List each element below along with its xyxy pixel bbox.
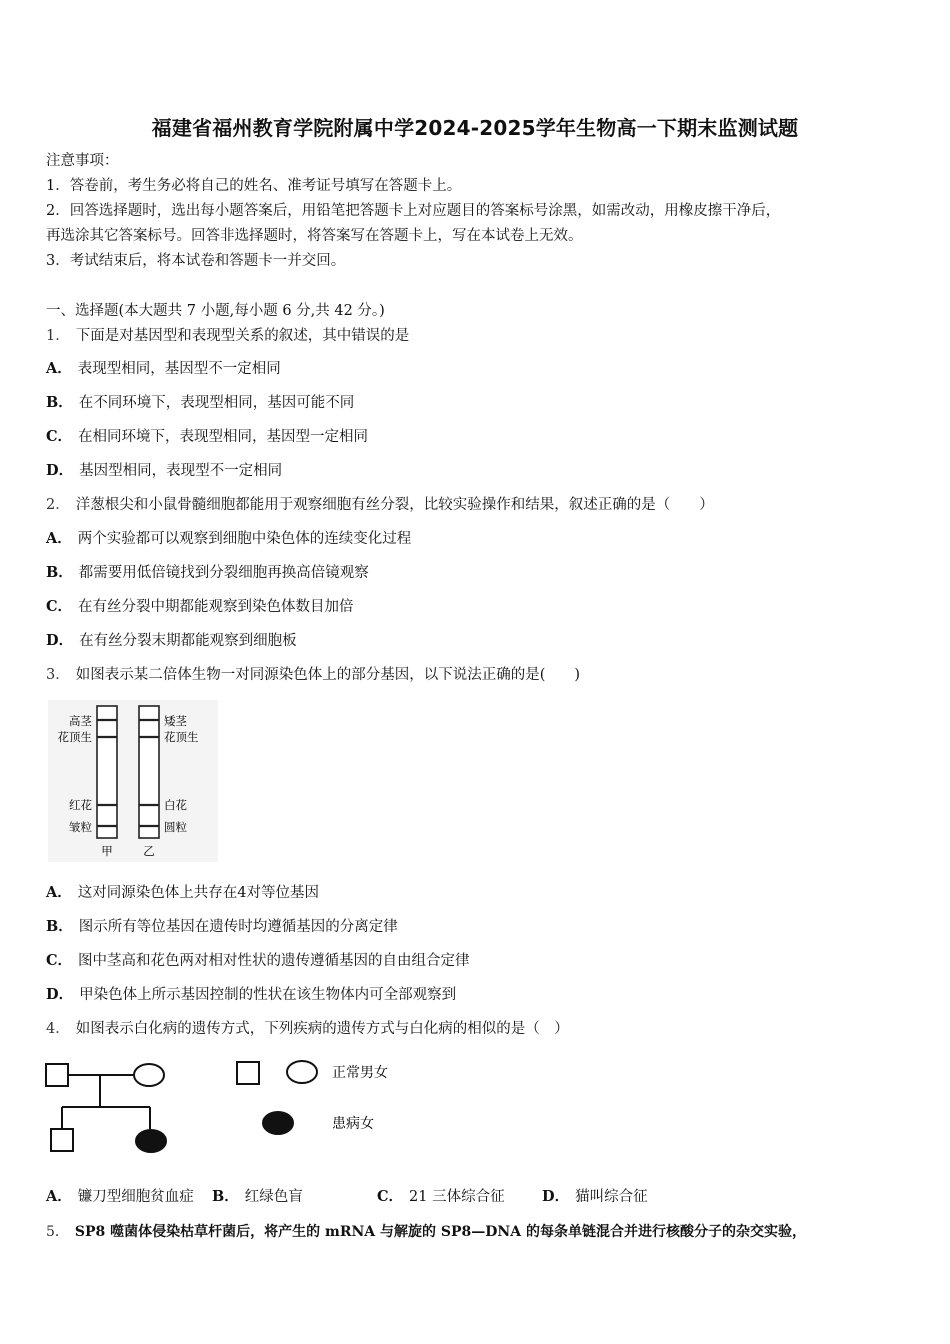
question-2-stem: [46, 495, 714, 515]
gene-label-left: 皱粒: [69, 820, 92, 834]
option-text: 21 三体综合征: [409, 1189, 505, 1205]
option-text: 猫叫综合征: [575, 1189, 648, 1205]
option-label: C．: [46, 428, 73, 445]
notice-item: 2．回答选择题时，选出每小题答案后，用铅笔把答题卡上对应题目的答案标号涂黑，如需改动，用橡皮擦干净后，: [46, 203, 781, 219]
option-label: D．: [46, 632, 74, 649]
section-heading: 一、选择题(本大题共 7 小题,每小题 6 分,共 42 分。): [46, 303, 385, 319]
affected-daughter-circle: [136, 1130, 166, 1152]
q4-option-d[interactable]: [542, 1187, 648, 1207]
page-title: 福建省福州教育学院附属中学2024-2025学年生物高一下期末监测试题: [151, 116, 799, 140]
option-label: D．: [542, 1188, 570, 1205]
q2-option-a[interactable]: [46, 529, 411, 549]
option-label: A．: [46, 530, 72, 547]
legend-male-square: [237, 1062, 259, 1084]
legend-affected-circle: [263, 1112, 293, 1134]
q1-option-d[interactable]: [46, 461, 282, 481]
question-number: 5．: [46, 1224, 69, 1240]
q2-option-c[interactable]: [46, 597, 354, 617]
question-5-stem: [46, 1222, 806, 1242]
option-label: D．: [46, 462, 74, 479]
gene-label-left: 花顶生: [57, 730, 92, 744]
q1-option-c[interactable]: [46, 427, 368, 447]
chromosome-yi: [139, 706, 159, 838]
option-label: B．: [46, 918, 73, 935]
gene-label-left: 红花: [69, 798, 92, 812]
question-text: 洋葱根尖和小鼠骨髓细胞都能用于观察细胞有丝分裂，比较实验操作和结果，叙述正确的是（ ）: [75, 497, 714, 513]
gene-label-right: 矮茎: [164, 714, 187, 728]
option-text: 镰刀型细胞贫血症: [77, 1189, 194, 1205]
option-label: A．: [46, 1188, 72, 1205]
chromosome-name: 乙: [143, 844, 155, 858]
question-1-stem: [46, 326, 409, 346]
q4-option-a[interactable]: [46, 1187, 194, 1207]
option-label: B．: [212, 1188, 239, 1205]
option-text: 在有丝分裂中期都能观察到染色体数目加倍: [78, 599, 354, 615]
legend-female-circle: [287, 1061, 317, 1083]
option-label: B．: [46, 564, 73, 581]
question-number: 3．: [46, 667, 70, 683]
notice-item: 再选涂其它答案标号。回答非选择题时，将答案写在答题卡上，写在本试卷上无效。: [46, 228, 583, 244]
option-text: 图中茎高和花色两对相对性状的遗传遵循基因的自由组合定律: [78, 953, 470, 969]
option-text: 表现型相同，基因型不一定相同: [77, 361, 281, 377]
q4-option-c[interactable]: [377, 1187, 505, 1207]
q2-option-d[interactable]: [46, 631, 297, 651]
option-label: A．: [46, 884, 72, 901]
legend-affected-label: 患病女: [332, 1116, 374, 1132]
chromosome-figure: [48, 700, 218, 862]
question-3-stem: [46, 665, 580, 685]
option-label: C．: [377, 1188, 404, 1205]
question-4-stem: [46, 1019, 569, 1039]
option-text: 在不同环境下，表现型相同，基因可能不同: [78, 395, 355, 411]
q1-option-b[interactable]: [46, 393, 354, 413]
option-label: C．: [46, 598, 73, 615]
father-square: [46, 1064, 68, 1086]
option-label: B．: [46, 394, 73, 411]
option-text: 在有丝分裂末期都能观察到细胞板: [79, 633, 297, 649]
notice-heading: 注意事项：: [46, 153, 119, 169]
pedigree-figure: [40, 1055, 440, 1160]
gene-label-right: 圆粒: [164, 820, 187, 834]
question-number: 1．: [46, 328, 70, 344]
chromosome-name: 甲: [101, 844, 113, 858]
question-number: 2．: [46, 497, 70, 513]
option-text: 两个实验都可以观察到细胞中染色体的连续变化过程: [77, 531, 412, 547]
gene-label-right: 白花: [164, 798, 187, 812]
option-text: 红绿色盲: [244, 1189, 303, 1205]
question-number: 4．: [46, 1021, 70, 1037]
gene-label-right: 花顶生: [164, 730, 199, 744]
q3-option-d[interactable]: [46, 985, 456, 1005]
chromosome-jia: [97, 706, 117, 838]
gene-label-left: 高茎: [69, 714, 92, 728]
q4-option-b[interactable]: [212, 1187, 303, 1207]
option-text: 都需要用低倍镜找到分裂细胞再换高倍镜观察: [78, 565, 369, 581]
question-text: 如图表示白化病的遗传方式，下列疾病的遗传方式与白化病的相似的是（ ）: [75, 1021, 569, 1037]
q2-option-b[interactable]: [46, 563, 369, 583]
option-text: 甲染色体上所示基因控制的性状在该生物体内可全部观察到: [79, 987, 457, 1003]
q1-option-a[interactable]: [46, 359, 281, 379]
legend-normal-label: 正常男女: [332, 1065, 388, 1081]
notice-item: 1．答卷前，考生务必将自己的姓名、准考证号填写在答题卡上。: [46, 178, 462, 194]
option-label: A．: [46, 360, 72, 377]
question-text: SP8 噬菌体侵染枯草杆菌后，将产生的 mRNA 与解旋的 SP8—DNA 的每条单链混合并进行核酸分子的杂交实验，: [74, 1224, 806, 1240]
option-text: 基因型相同，表现型不一定相同: [79, 463, 283, 479]
q3-option-a[interactable]: [46, 883, 319, 903]
question-text: 如图表示某二倍体生物一对同源染色体上的部分基因，以下说法正确的是( ): [75, 667, 581, 683]
q3-option-b[interactable]: [46, 917, 398, 937]
option-text: 图示所有等位基因在遗传时均遵循基因的分离定律: [78, 919, 398, 935]
question-text: 下面是对基因型和表现型关系的叙述，其中错误的是: [75, 328, 410, 344]
notice-item: 3．考试结束后，将本试卷和答题卡一并交回。: [46, 253, 346, 269]
option-text: 在相同环境下，表现型相同，基因型一定相同: [78, 429, 369, 445]
option-label: D．: [46, 986, 74, 1003]
option-text: 这对同源染色体上共存在4对等位基因: [77, 885, 319, 901]
son-square: [51, 1129, 73, 1151]
q3-option-c[interactable]: [46, 951, 470, 971]
mother-circle: [134, 1064, 164, 1086]
option-label: C．: [46, 952, 73, 969]
